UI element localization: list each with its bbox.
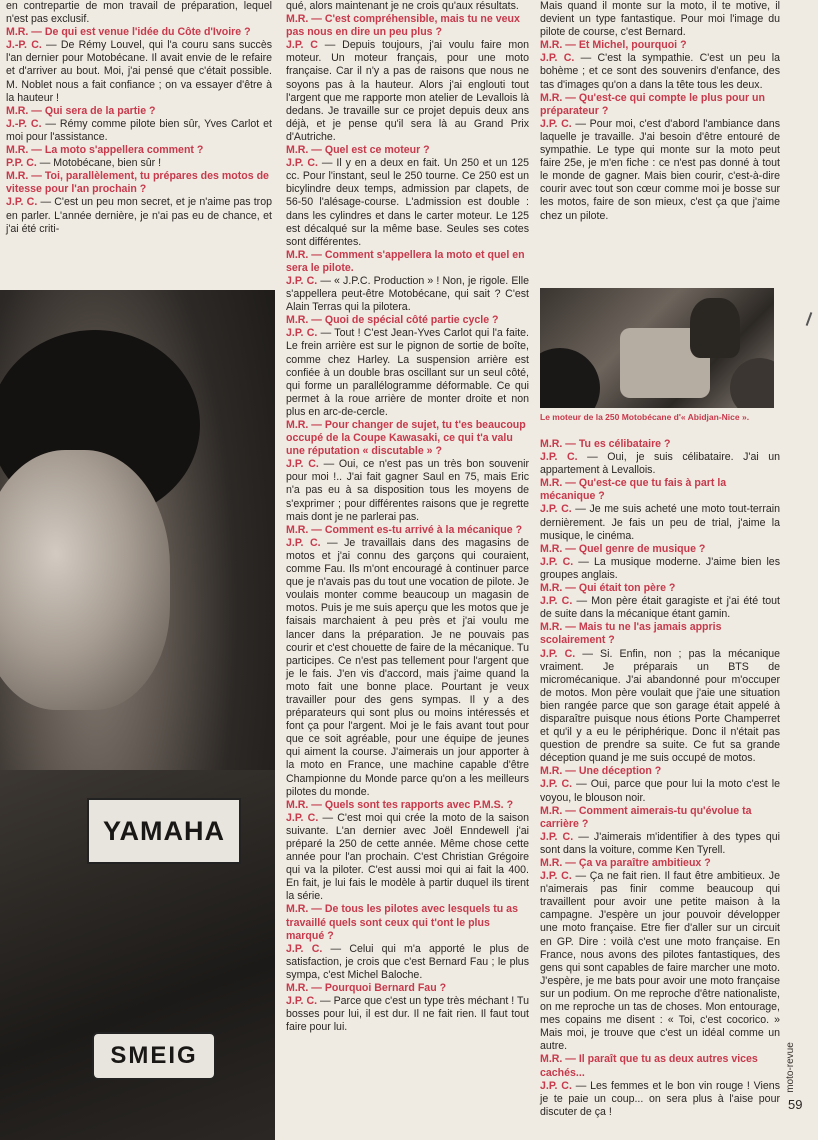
answer (6, 157, 272, 170)
question: M.R. — De tous les pilotes avec lesquels tu as travaillé quels sont ceux qui t'ont le plus marqué ? (286, 903, 518, 942)
question: M.R. — Quoi de spécial côté partie cycle ? (286, 314, 499, 327)
column-3-bottom (540, 438, 780, 1119)
page-number: 59 (788, 1097, 803, 1112)
question: M.R. — Qu'est-ce que tu fais à part la mécanique ? (540, 477, 727, 503)
answer (6, 196, 272, 235)
smeig-patch: SMEIG (92, 1032, 216, 1080)
answer (286, 537, 529, 799)
answer-text: — Ça ne fait rien. Il faut être ambitieux. Je n'aimerais pas finir comme beaucoup qui travaillent pour avoir une petite maison à la campagne. J'espère un jour pouvoir développer une moto française. Etre fier d'aller sur un circuit en GP. Dire : voilà c'est une moto française. En France, nous avons des pilotes fantastiques, des gens qui sont capables de faire marcher une moto. J'espère, je me bats pour avoir une moto française sur un podium. On me reproche d'être nationaliste, on me reproche un tas de choses. Mon entourage, mes copains me disent : « Toi, c'est cocorico. » Mais moi, je trouve que c'est un idéal comme un autre. (540, 870, 780, 1053)
speaker-label: J.P. C. (286, 995, 318, 1008)
answer-text: — Parce que c'est un type très méchant ! Tu bosses pour lui, il est dur. Il ne fait rien. Il faut tout faire pour lui. (286, 995, 529, 1034)
margin-mark (806, 312, 813, 326)
question: M.R. — Ça va paraître ambitieux ? (540, 857, 711, 869)
speaker-label: J.P. C. (540, 503, 572, 516)
answer-text: en contrepartie de mon travail de préparation, lequel n'est pas exclusif. (6, 0, 272, 26)
photo-caption: Le moteur de la 250 Motobécane d'« Abidjan-Nice ». (540, 412, 750, 422)
speaker-label: J.P. C. (540, 647, 576, 660)
speaker-label: J.P. C. (540, 870, 572, 883)
speaker-label: J.P. C. (540, 52, 575, 65)
speaker-label: J.P. C. (286, 536, 321, 549)
question: M.R. — Quel est ce moteur ? (286, 144, 430, 157)
answer (286, 458, 529, 523)
speaker-label: J.P. C. (540, 595, 573, 608)
answer-text: — Oui, je suis célibataire. J'ai un appartement à Levallois. (540, 451, 780, 477)
answer (540, 648, 780, 766)
speaker-label: J.-P. C. (6, 39, 42, 52)
answer-text: — Les femmes et le bon vin rouge ! Viens je te paie un coup... on sera plus à l'aise pour discuter de ça ! (540, 1079, 780, 1118)
question: M.R. — Comment aimerais-tu qu'évolue ta carrière ? (540, 804, 752, 830)
speaker-label: J.P. C. (540, 830, 574, 843)
answer (286, 995, 529, 1034)
speaker-label: J.P. C. (286, 942, 323, 955)
photo-wheel-right (730, 358, 774, 408)
question: M.R. — Pour changer de sujet, tu t'es beaucoup occupé de la Coupe Kawasaki, ce qui t'a valu une réputation « discutable » ? (286, 419, 526, 458)
speaker-label: J.P. C (286, 39, 318, 52)
answer-text: — Celui qui m'a apporté le plus de satisfaction, je crois que c'est Bernard Fau ; le plus sympa, c'est Michel Baloche. (286, 942, 529, 981)
answer-text: — La musique moderne. J'aime bien les groupes anglais. (540, 555, 780, 581)
portrait-photo (0, 290, 275, 1140)
answer-text: — Mon père était garagiste et j'ai été tout de suite dans la mécanique étant gamin. (540, 595, 780, 621)
question: M.R. — Pourquoi Bernard Fau ? (286, 982, 447, 995)
speaker-label: J.P. C. (286, 811, 319, 824)
speaker-label: J.P. C. (286, 327, 318, 340)
answer (540, 0, 780, 39)
question: M.R. — Toi, parallèlement, tu prépares des motos de vitesse pour l'an prochain ? (6, 170, 269, 196)
answer (6, 0, 272, 26)
speaker-label: J.P. C. (540, 555, 574, 568)
answer-text: — Rémy comme pilote bien sûr, Yves Carlot et moi pour l'assistance. (6, 117, 272, 143)
answer (286, 0, 529, 13)
question: M.R. — Et Michel, pourquoi ? (540, 39, 687, 52)
answer (540, 595, 780, 621)
side-label: moto-revue (784, 1042, 796, 1093)
answer-text: — Motobécane, bien sûr ! (36, 157, 162, 170)
speaker-label: J.P. C. (540, 117, 572, 130)
answer-text: Mais quand il monte sur la moto, il te motive, il devient un type fantastique. Pour moi l'image du pilote de course, c'est Bernard. (540, 0, 780, 39)
photo-wheel (540, 348, 600, 408)
question: M.R. — Mais tu ne l'as jamais appris scolairement ? (540, 621, 722, 647)
speaker-label: J.P. C. (286, 274, 318, 287)
answer-text: — C'est la sympathie. C'est un peu la bohème ; et ce sont des souvenirs d'enfance, des tas d'images qu'on a dans la tête tous les deux. (540, 52, 780, 91)
answer-text: — Pour moi, c'est d'abord l'ambiance dans laquelle je travaille. J'ai besoin d'être entouré de sympathie. Le type qui monte sur la moto peut faire 25e, je m'en fiche : ce n'est pas donné à tout le monde de gagner. Mais bien courir, c'est-à-dire courir avec tout son cœur comme moi je bosse sur les motos, faire de son mieux, c'est ça que j'aime chez un pilote. (540, 117, 780, 222)
answer-text: qué, alors maintenant je ne crois qu'aux résultats. (286, 0, 519, 12)
question: M.R. — Quels sont tes rapports avec P.M.S. ? (286, 798, 514, 811)
answer-text: — Je me suis acheté une moto tout-terrain dernièrement. Je fais un peu de trial, j'aime la musique, le cinéma. (540, 503, 780, 542)
speaker-label: J.P. C. (286, 157, 318, 170)
answer-text: — Si. Enfin, non ; pas la mécanique vraiment. Je préparais un BTS de micromécanique. J'ai abandonné pour m'occuper de motos. Mon père voulait que j'aie une situation bien rangée parce que son garage était appelé à disparaître puisque nous étions Porte Champerret et qu'il y a eu le périphérique. Donc il n'était pas question de prendre sa suite. Ce fut sa grande déception quand je me suis occupé de motos. (540, 647, 780, 765)
question: M.R. — Qui sera de la partie ? (6, 104, 156, 117)
answer (286, 39, 529, 144)
question: M.R. — Il paraît que tu as deux autres vices cachés... (540, 1053, 758, 1079)
answer (540, 870, 780, 1053)
answer-text: — Il y en a deux en fait. Un 250 et un 125 cc. Pour l'instant, seul le 250 tourne. Ce 250 est un bicylindre deux temps, admission par clapets, de 56-50 l'alésage-course. L'admission est double : dans les cylindres et dans le carter moteur. Le 125 est décalqué sur la même base. Seules ses cotes sont différentes. (286, 157, 530, 248)
question: M.R. — Qu'est-ce qui compte le plus pour un préparateur ? (540, 91, 766, 117)
answer (286, 157, 529, 249)
speaker-label: J.-P. C. (6, 117, 42, 130)
photo-mechanic (690, 298, 740, 358)
question: M.R. — Comment s'appellera la moto et quel en sera le pilote. (286, 248, 525, 274)
question: M.R. — C'est compréhensible, mais tu ne veux pas nous en dire un peu plus ? (286, 13, 520, 39)
speaker-label: J.P. C. (540, 778, 573, 791)
answer-text: — Je travaillais dans des magasins de motos et j'ai connu des garçons qui couraient, comme Fau. Ils m'ont encouragé à continuer parce que je n'avais pas du tout une vocation de pilote. Je voulais monter comme beaucoup un magasin de motos. Puis je me suis aperçu que les motos que je faisais marchaient à peu près et j'ai voulu me lancer dans la préparation. Je ne pouvais pas courir et c'est chouette de faire de la mécanique. Tu participes. Ce n'est pas tellement pour l'argent que je le fais. J'en vis d'accord, mais j'aime quand la moto fait une bonne place. Pourtant je veux travailler pour des gens sympas. Il y a des préparateurs qui sont plus ou moins intéressés et font ça pour l'argent. Moi je le fais avant tout pour que ce soit agréable, pour une équipe de jeunes qui aiment la course. J'aimerais un jour apporter à la moto en France, une machine capable d'être Championne du Monde parce qu'on a les meilleurs pilotes du monde. (286, 536, 530, 798)
answer-text: — « J.P.C. Production » ! Non, je rigole. Elle s'appellera peut-être Motobécane, qui sait ? C'est Alain Terras qui la pilotera. (286, 274, 529, 314)
answer-text: — Tout ! C'est Jean-Yves Carlot qui l'a faite. Le frein arrière est sur le pignon de sortie de boîte, comme chez Harley. La suspension arrière est confiée à un double bras oscillant sur un seul côté, qui forme un parallélogramme déformable. Ce qui permet à la roue arrière de monter droite et non plus en arc-de-cercle. (286, 327, 530, 418)
answer (6, 39, 272, 104)
column-1 (6, 0, 272, 236)
column-3-top (540, 0, 780, 223)
speaker-label: J.P. C. (6, 196, 38, 209)
engine-photo (540, 288, 774, 408)
speaker-label: J.P. C. (540, 451, 578, 464)
answer-text: — Oui, ce n'est pas un très bon souvenir pour moi !.. J'ai fait gagner Saul en 75, mais Eric n'a pas eu à sa disposition tous les moyens de s'exprimer ; pour différentes raisons que je regrette mais dont je ne parlerai pas. (286, 458, 530, 523)
column-2 (286, 0, 529, 1034)
answer-text: — Oui, parce que pour lui la moto c'est le voyou, le blouson noir. (540, 778, 781, 804)
answer (286, 812, 529, 904)
question: M.R. — Qui était ton père ? (540, 582, 676, 595)
speaker-label: P.P. C. (6, 157, 37, 170)
answer (540, 778, 780, 804)
answer (540, 556, 780, 582)
answer-text: — C'est moi qui crée la moto de la saison suivante. L'an dernier avec Joël Enndewell j'ai préparé la 250 de cette année. Même chose cette année pour l'an prochain. C'est Christian Grégoire qui va la piloter. C'est aussi moi qui ai fait la 400. En fait, je lui fais le modèle à partir duquel ils tirent la série. (286, 811, 529, 903)
answer-text: — J'aimerais m'identifier à des types qui sont dans la voiture, comme Ken Tyrell. (540, 830, 780, 856)
answer-text: — C'est un peu mon secret, et je n'aime pas trop en parler. L'année dernière, je n'ai pas eu de chance, et j'ai été criti- (6, 196, 272, 235)
answer (540, 451, 780, 477)
question: M.R. — Quel genre de musique ? (540, 542, 706, 555)
speaker-label: J.P. C. (286, 458, 319, 471)
answer (540, 503, 780, 542)
speaker-label: J.P. C. (540, 1079, 572, 1092)
photo-face (0, 450, 170, 710)
answer (540, 118, 780, 223)
answer (286, 943, 529, 982)
answer (540, 831, 780, 857)
answer (286, 275, 529, 314)
question: M.R. — De qui est venue l'idée du Côte d'Ivoire ? (6, 26, 251, 39)
question: M.R. — Comment es-tu arrivé à la mécanique ? (286, 523, 523, 536)
question: M.R. — Une déception ? (540, 765, 662, 778)
answer-text: — De Rémy Louvel, qui l'a couru sans succès l'an dernier pour Motobécane. Il avait envie de le refaire et d'arriver au bout. Moi, j'ai pensé que c'était possible. M. Noblet nous a fait confiance ; on va essayer d'être à la hauteur ! (6, 39, 273, 104)
answer (540, 52, 780, 91)
question: M.R. — La moto s'appellera comment ? (6, 144, 204, 157)
question: M.R. — Tu es célibataire ? (540, 438, 671, 450)
yamaha-patch: YAMAHA (87, 798, 241, 864)
answer-text: — Depuis toujours, j'ai voulu faire mon moteur. Un moteur français, pour une moto française. Car il n'y a pas de raisons que nous ne soyons pas à la hauteur. Alors j'ai englouti tout l'argent que me rapporte mon atelier de Levallois là dedans. Je travaille sur ce projet depuis deux ans déjà, et je pense qu'il sera là au Grand Prix d'Autriche. (286, 39, 530, 143)
answer (286, 327, 529, 419)
answer (6, 118, 272, 144)
answer (540, 1080, 780, 1119)
